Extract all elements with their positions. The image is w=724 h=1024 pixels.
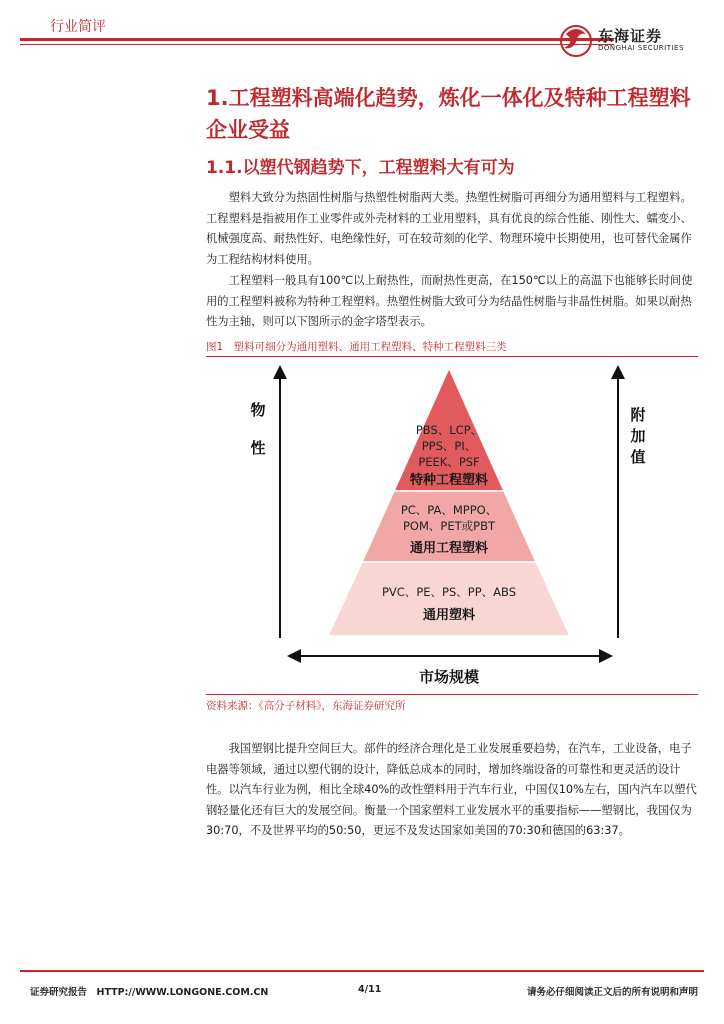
right-axis-label-2: 加	[630, 427, 646, 445]
right-axis-label-1: 附	[630, 406, 646, 424]
pyramid-diagram	[206, 360, 698, 694]
brand-name-en: DONGHAI SECURITIES	[598, 44, 684, 52]
figure-rule	[206, 356, 698, 357]
paragraph-3	[206, 739, 698, 842]
pyramid-tier-general	[328, 562, 570, 636]
brand-name-cn: 东海证券	[598, 27, 663, 45]
page-number: 4/11	[358, 984, 382, 995]
tier-special-materials-3: PEEK、PSF	[418, 455, 480, 469]
footer-disclaimer: 请务必仔细阅读正文后的所有说明和声明	[526, 987, 698, 998]
header-rule	[20, 38, 614, 41]
tier-general-name: 通用塑料	[422, 608, 476, 623]
paragraph-1	[206, 188, 698, 270]
donghai-logo	[558, 22, 596, 58]
left-axis-label-1: 物	[250, 401, 266, 419]
footer-report-url: 证券研究报告 HTTP://WWW.LONGONE.COM.CN	[30, 987, 269, 998]
tier-general-materials-1: PVC、PE、PS、PP、ABS	[382, 585, 516, 599]
figure-source: 资料来源：《高分子材料》，东海证券研究所	[206, 700, 406, 712]
paragraph-3-text: 我国塑钢比提升空间巨大。部件的经济合理化是工业发展重要趋势，在汽车，工业设备，电子电器等领域，通过以塑代钢的设计，降低总成本的同时，增加终端设备的可靠性和更灵活的设计性。以汽车行业为例，相比全球40%的改性塑料用于汽车行业，中国仅10%左右，国内汽车以塑代钢轻量化还有巨大的发展空间。衡量一个国家塑料工业发展水平的重要指标——塑钢比，我国仅为30:70，不及世界平均的50:50，更远不及发达国家如美国的70:30和德国的63:37。	[206, 742, 697, 837]
left-axis-label-2: 性	[250, 439, 266, 457]
subsection-title: 1.1.以塑代钢趋势下，工程塑料大有可为	[206, 158, 515, 178]
source-rule	[206, 694, 698, 695]
tier-general-engineering-materials-1: PC、PA、MPPO、	[400, 503, 498, 517]
right-axis-label-3: 值	[630, 448, 646, 466]
tier-special-materials-1: PBS、LCP、	[415, 423, 483, 437]
paragraph-2-text: 工程塑料一般具有100℃以上耐热性，而耐热性更高，在150℃以上的高温下也能够长时间使用的工程塑料被称为特种工程塑料。热塑性树脂大致可分为结晶性树脂与非晶性树脂。如果以耐热性为主轴，则可以下图所示的金字塔型表示。	[206, 274, 693, 328]
section-title: 1.工程塑料高端化趋势，炼化一体化及特种工程塑料企业受益	[206, 86, 691, 142]
paragraph-1-text: 塑料大致分为热固性树脂与热塑性树脂两大类。热塑性树脂可再细分为通用塑料与工程塑料。工程塑料是指被用作工业零件或外壳材料的工业用塑料，具有优良的综合性能、刚性大、蠕变小、机械强度高、耐热性好、电绝缘性好，可在较苛刻的化学、物理环境中长期使用，也可替代金属作为工程结构材料使用。	[206, 191, 692, 266]
tier-general-engineering-name: 通用工程塑料	[409, 541, 489, 556]
bottom-axis-label: 市场规模	[418, 668, 480, 686]
tier-special-name: 特种工程塑料	[409, 473, 489, 488]
section-tag: 行业简评	[50, 19, 106, 35]
footer-rule	[20, 970, 704, 972]
figure-caption: 图1 塑料可细分为通用塑料、通用工程塑料、特种工程塑料三类	[206, 341, 507, 353]
tier-special-materials-2: PPS、PI、	[421, 439, 477, 453]
header-rule-thin	[20, 44, 614, 45]
tier-general-engineering-materials-2: POM、PET或PBT	[403, 519, 495, 533]
paragraph-2	[206, 271, 698, 333]
